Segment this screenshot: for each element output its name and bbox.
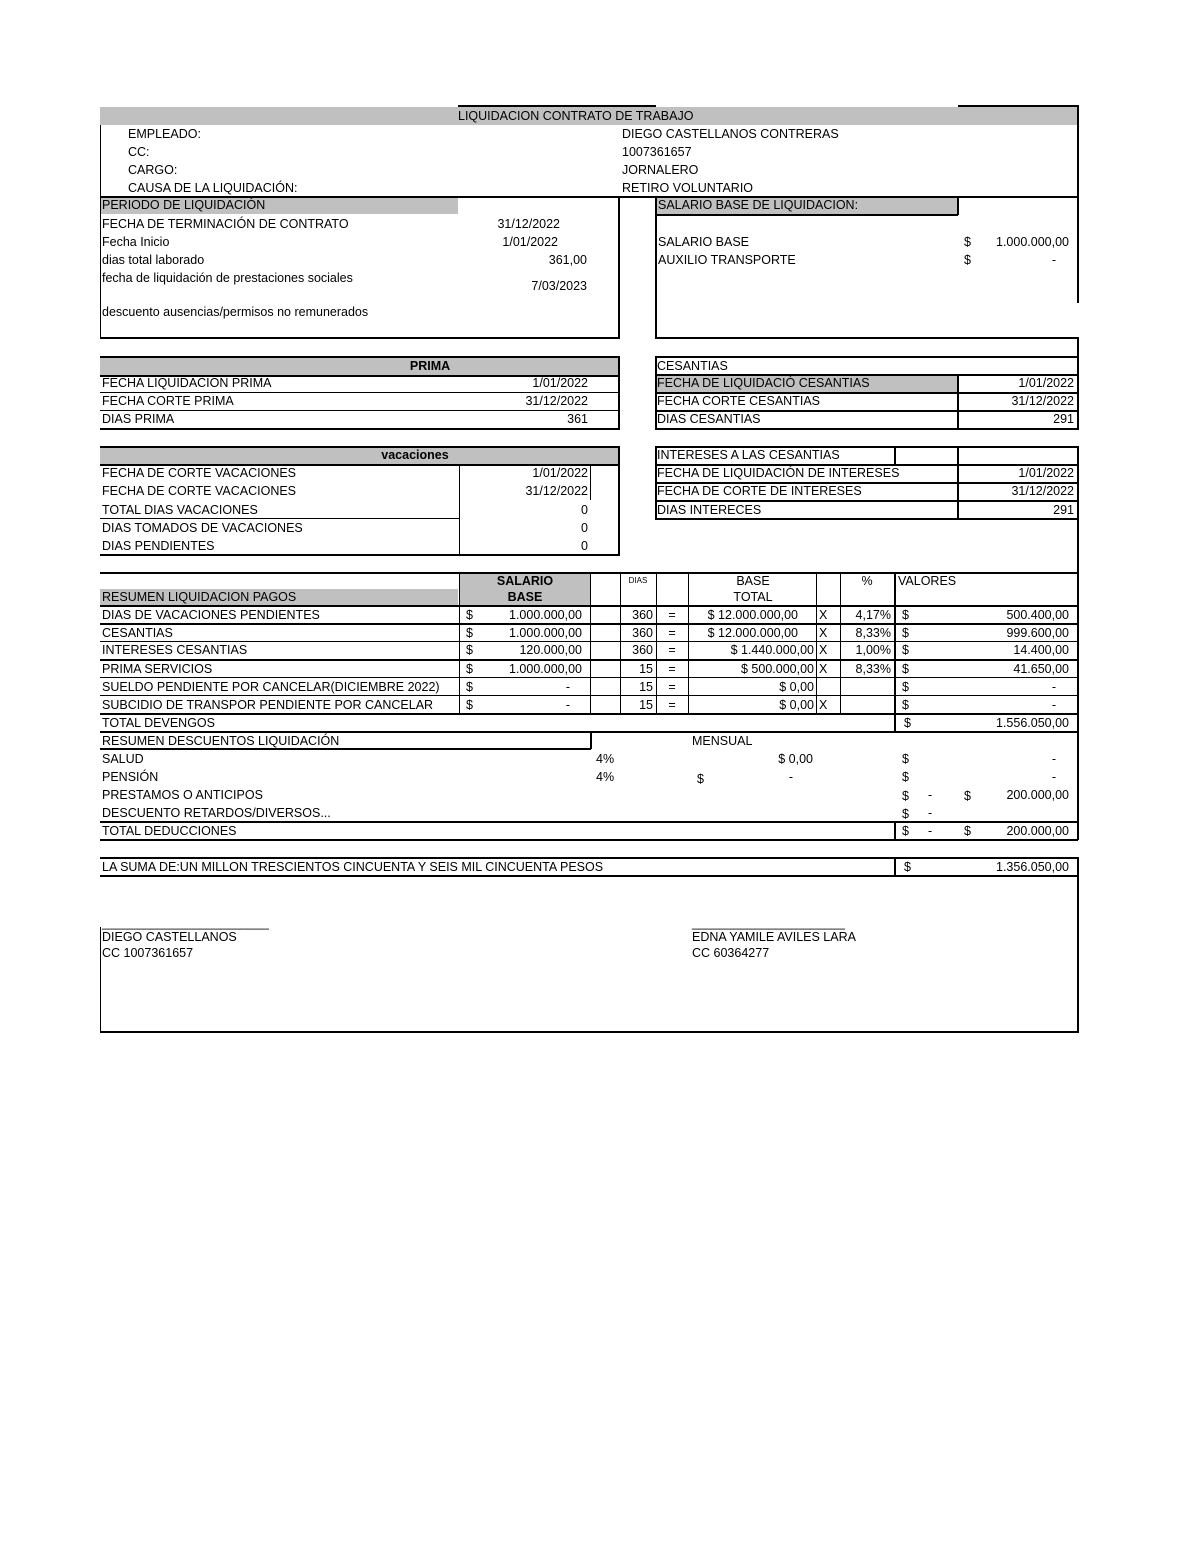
resumen-row-label: INTERESES CESANTIAS	[102, 643, 248, 657]
salud-label: SALUD	[102, 752, 144, 766]
resumen-salario-value: 1.000.000,00	[509, 626, 582, 640]
equals-sign: =	[668, 626, 676, 640]
cargo-value: JORNALERO	[622, 163, 699, 177]
col-base-header: BASE	[507, 590, 543, 604]
resumen-valor: 999.600,00	[1006, 626, 1069, 640]
resumen-row-label: PRIMA SERVICIOS	[102, 662, 213, 676]
retardos-label: DESCUENTO RETARDOS/DIVERSOS...	[102, 806, 331, 820]
prima-row-value: 1/01/2022	[532, 376, 588, 390]
equals-sign: =	[668, 662, 676, 676]
currency-sign: $	[902, 789, 909, 803]
resumen-salario-value: -	[565, 680, 570, 694]
equals-sign: =	[668, 643, 676, 657]
signer-left-cc: CC 1007361657	[102, 946, 194, 960]
document-title: LIQUIDACION CONTRATO DE TRABAJO	[458, 109, 694, 123]
resumen-dias-value: 360	[632, 608, 653, 622]
currency-sign: $	[902, 680, 909, 694]
vacaciones-row-label: DIAS TOMADOS DE VACACIONES	[102, 521, 303, 535]
currency-sign: $	[964, 824, 971, 838]
salud-value: -	[1051, 752, 1056, 766]
dash-value: -	[928, 806, 933, 820]
resumen-base-total: $ 0,00	[779, 698, 814, 712]
resumen-dias-value: 360	[632, 626, 653, 640]
resumen-pct: 1,00%	[855, 643, 891, 657]
empleado-value: DIEGO CASTELLANOS CONTRERAS	[622, 127, 839, 141]
currency-sign: $	[964, 253, 971, 267]
dash-value: -	[928, 788, 933, 802]
vacaciones-row-label: TOTAL DIAS VACACIONES	[102, 503, 258, 517]
cesantias-row-label: FECHA DE LIQUIDACIÓ CESANTIAS	[657, 376, 870, 390]
currency-sign: $	[902, 626, 909, 640]
col-pct-header: %	[861, 574, 873, 588]
resumen-dias-value: 360	[632, 643, 653, 657]
intereses-row-label: DIAS INTERECES	[657, 503, 762, 517]
currency-sign: $	[902, 752, 909, 766]
resumen-salario-value: 120.000,00	[519, 643, 582, 657]
prima-row-label: FECHA CORTE PRIMA	[102, 394, 234, 408]
pension-label: PENSIÓN	[102, 770, 159, 784]
total-deducciones-value: 200.000,00	[1006, 824, 1069, 838]
signer-right-name: EDNA YAMILE AVILES LARA	[692, 930, 856, 944]
currency-sign: $	[902, 662, 909, 676]
signer-right-cc: CC 60364277	[692, 946, 770, 960]
resumen-dias-value: 15	[639, 662, 653, 676]
periodo-row-value: 1/01/2022	[502, 235, 558, 249]
periodo-row-value: 7/03/2023	[531, 279, 587, 293]
col-total-header: TOTAL	[733, 590, 773, 604]
currency-sign: $	[466, 608, 473, 622]
vacaciones-row-label: DIAS PENDIENTES	[102, 539, 215, 553]
auxilio-transporte-value: -	[1051, 253, 1056, 267]
periodo-row-label: Fecha Inicio	[102, 235, 170, 249]
col-base-total-header: BASE	[736, 574, 770, 588]
col-dias-header: DIAS	[628, 576, 648, 585]
signer-left-name: DIEGO CASTELLANOS	[102, 930, 237, 944]
vacaciones-row-value: 0	[581, 521, 588, 535]
resumen-base-total: $ 12.000.000,00	[707, 608, 798, 622]
resumen-base-total: $ 500.000,00	[741, 662, 814, 676]
total-devengos-value: 1.556.050,00	[996, 716, 1069, 730]
total-devengos-label: TOTAL DEVENGOS	[102, 716, 215, 730]
signature-line-right: ______________________	[692, 916, 845, 930]
resumen-salario-value: 1.000.000,00	[509, 608, 582, 622]
auxilio-transporte-label: AUXILIO TRANSPORTE	[658, 253, 796, 267]
salario-base-label: SALARIO BASE	[658, 235, 750, 249]
currency-sign: $	[904, 716, 911, 730]
intereses-row-label: FECHA DE CORTE DE INTERESES	[657, 484, 862, 498]
periodo-row-label: descuento ausencias/permisos no remunerados	[102, 305, 369, 319]
prima-row-value: 31/12/2022	[525, 394, 588, 408]
resumen-valor: 14.400,00	[1013, 643, 1069, 657]
cesantias-row-label: FECHA CORTE CESANTIAS	[657, 394, 820, 408]
vacaciones-heading: vacaciones	[381, 448, 449, 462]
resumen-valor: 41.650,00	[1013, 662, 1069, 676]
salario-base-heading: SALARIO BASE DE LIQUIDACION:	[658, 198, 859, 212]
currency-sign: $	[466, 680, 473, 694]
currency-sign: $	[697, 772, 704, 786]
total-deducciones-label: TOTAL DEDUCCIONES	[102, 824, 237, 838]
equals-sign: =	[668, 698, 676, 712]
resumen-pct: 8,33%	[855, 626, 891, 640]
multiply-sign: X	[819, 643, 828, 657]
intereses-heading: INTERESES A LAS CESANTIAS	[657, 448, 840, 462]
vacaciones-row-label: FECHA DE CORTE VACACIONES	[102, 466, 297, 480]
equals-sign: =	[668, 608, 676, 622]
vacaciones-row-value: 1/01/2022	[532, 466, 588, 480]
intereses-row-value: 291	[1053, 503, 1074, 517]
currency-sign: $	[902, 770, 909, 784]
salario-base-value: 1.000.000,00	[996, 235, 1069, 249]
resumen-dias-value: 15	[639, 680, 653, 694]
prima-row-label: FECHA LIQUIDACION PRIMA	[102, 376, 272, 390]
col-valores-header: VALORES	[898, 574, 957, 588]
resumen-pct: 4,17%	[855, 608, 891, 622]
cesantias-row-value: 1/01/2022	[1018, 376, 1074, 390]
pension-mensual: -	[788, 770, 793, 784]
periodo-row-value: 31/12/2022	[497, 217, 560, 231]
resumen-valor: -	[1051, 680, 1056, 694]
currency-sign: $	[902, 807, 909, 821]
dash-value: -	[928, 824, 933, 838]
resumen-pct: 8,33%	[855, 662, 891, 676]
currency-sign: $	[902, 824, 909, 838]
currency-sign: $	[902, 643, 909, 657]
vacaciones-row-value: 31/12/2022	[525, 484, 588, 498]
periodo-row-label: dias total laborado	[102, 253, 205, 267]
currency-sign: $	[902, 698, 909, 712]
prima-heading: PRIMA	[409, 359, 451, 373]
multiply-sign: X	[819, 626, 828, 640]
pension-pct: 4%	[596, 770, 615, 784]
resumen-dias-value: 15	[639, 698, 653, 712]
resumen-row-label: SUBCIDIO DE TRANSPOR PENDIENTE POR CANCELAR	[102, 698, 434, 712]
intereses-row-label: FECHA DE LIQUIDACIÓN DE INTERESES	[657, 466, 900, 480]
periodo-row-value: 361,00	[548, 253, 587, 267]
intereses-row-value: 1/01/2022	[1018, 466, 1074, 480]
suma-label: LA SUMA DE:UN MILLON TRESCIENTOS CINCUENTA Y SEIS MIL CINCUENTA PESOS	[102, 860, 604, 874]
cesantias-heading: CESANTIAS	[657, 359, 728, 373]
causa-value: RETIRO VOLUNTARIO	[622, 181, 754, 195]
suma-value: 1.356.050,00	[996, 860, 1069, 874]
pension-value: -	[1051, 770, 1056, 784]
resumen-valor: 500.400,00	[1006, 608, 1069, 622]
resumen-base-total: $ 1.440.000,00	[730, 643, 814, 657]
resumen-row-label: DIAS DE VACACIONES PENDIENTES	[102, 608, 320, 622]
equals-sign: =	[668, 680, 676, 694]
salud-pct: 4%	[596, 752, 615, 766]
vacaciones-row-value: 0	[581, 503, 588, 517]
currency-sign: $	[466, 643, 473, 657]
multiply-sign: X	[819, 662, 828, 676]
mensual-header: MENSUAL	[692, 734, 753, 748]
cesantias-row-label: DIAS CESANTIAS	[657, 412, 761, 426]
salud-mensual: $ 0,00	[778, 752, 813, 766]
periodo-row-label: fecha de liquidación de prestaciones sociales	[102, 271, 353, 285]
currency-sign: $	[902, 608, 909, 622]
currency-sign: $	[964, 235, 971, 249]
resumen-valor: -	[1051, 698, 1056, 712]
periodo-row-label: FECHA DE TERMINACIÓN DE CONTRATO	[102, 217, 349, 231]
cesantias-row-value: 31/12/2022	[1011, 394, 1074, 408]
vacaciones-row-label: FECHA DE CORTE VACACIONES	[102, 484, 297, 498]
descuentos-heading: RESUMEN DESCUENTOS LIQUIDACIÓN	[102, 734, 340, 748]
prima-row-value: 361	[567, 412, 588, 426]
cargo-label: CARGO:	[128, 163, 178, 177]
resumen-row-label: CESANTIAS	[102, 626, 173, 640]
empleado-label: EMPLEADO:	[128, 127, 201, 141]
resumen-salario-value: -	[565, 698, 570, 712]
intereses-row-value: 31/12/2022	[1011, 484, 1074, 498]
prestamos-value: 200.000,00	[1006, 788, 1069, 802]
signature-line-left: ________________________	[102, 916, 269, 930]
resumen-base-total: $ 0,00	[779, 680, 814, 694]
multiply-sign: X	[819, 608, 828, 622]
currency-sign: $	[466, 626, 473, 640]
causa-label: CAUSA DE LA LIQUIDACIÓN:	[128, 181, 298, 195]
currency-sign: $	[964, 789, 971, 803]
currency-sign: $	[466, 698, 473, 712]
cc-value: 1007361657	[622, 145, 692, 159]
cesantias-row-value: 291	[1053, 412, 1074, 426]
vacaciones-row-value: 0	[581, 539, 588, 553]
resumen-salario-value: 1.000.000,00	[509, 662, 582, 676]
prestamos-label: PRESTAMOS O ANTICIPOS	[102, 788, 263, 802]
cc-label: CC:	[128, 145, 150, 159]
periodo-heading: PERIODO DE LIQUIDACIÓN	[102, 198, 266, 212]
resumen-base-total: $ 12.000.000,00	[707, 626, 798, 640]
prima-row-label: DIAS PRIMA	[102, 412, 175, 426]
currency-sign: $	[904, 860, 911, 874]
col-salario-header: SALARIO	[496, 574, 554, 588]
resumen-row-label: SUELDO PENDIENTE POR CANCELAR(DICIEMBRE 2022)	[102, 680, 440, 694]
resumen-heading: RESUMEN LIQUIDACION PAGOS	[102, 590, 297, 604]
multiply-sign: X	[819, 698, 828, 712]
currency-sign: $	[466, 662, 473, 676]
